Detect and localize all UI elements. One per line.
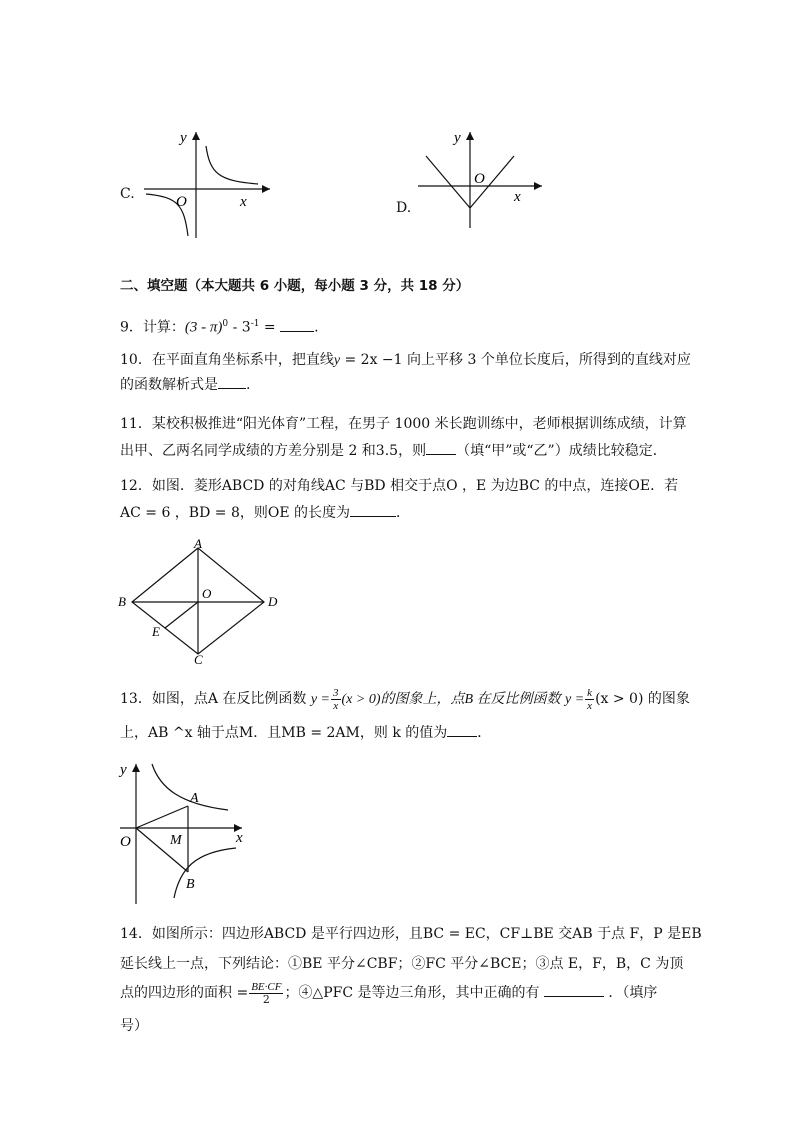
q13-fraction-1 (331, 687, 341, 712)
q13-end: ． (477, 725, 492, 741)
question-13-line1 (120, 686, 690, 713)
q13-label-b: B (186, 877, 195, 892)
q10-line2: 的函数解析式是 (120, 377, 218, 393)
q13-text-c: (x > 0)的图象上，点B 在反比例函数 (341, 692, 561, 707)
q13-label-a: A (190, 791, 199, 806)
q13-text-line2: 上，AB ^x 轴于点M．且MB = 2AM，则 k 的值为 (120, 725, 448, 741)
q9-answer-blank[interactable] (280, 317, 314, 332)
question-14-line4: 号） (120, 1018, 148, 1034)
rhombus-label-e: E (152, 624, 160, 639)
q9-eq: = (259, 319, 281, 336)
q13-f2-den: x (587, 699, 593, 712)
section-title: 二、填空题（本大题共 6 小题，每小题 3 分，共 18 分） (120, 278, 470, 294)
rhombus-label-a: A (194, 536, 202, 551)
q10-end: . (246, 377, 251, 393)
q14-f-num: BE·CF (251, 980, 282, 993)
question-14-line2: 延长线上一点，下列结论：①BE 平分∠CBF；②FC 平分∠BCE；③点 E，F，B，C 为顶 (120, 956, 684, 972)
q13-f1-den: x (333, 699, 339, 712)
q13-fraction-2 (585, 687, 594, 712)
q13-y-label: y (120, 762, 127, 778)
q13-x-label: x (236, 830, 243, 846)
question-12-line1: 12．如图．菱形ABCD 的对角线AC 与BD 相交于点O ，E 为边BC 的中点，连接OE．若 (120, 478, 679, 494)
option-d-graph (416, 128, 556, 232)
question-10-line2 (120, 374, 250, 395)
question-13-line2 (120, 722, 491, 743)
option-c-x-label: x (240, 194, 247, 210)
question-11-line1: 11．某校积极推进“阳光体育”工程，在男子 1000 米长跑训练中，老师根据训练成绩，计算 (120, 416, 687, 432)
q13-f1-num: 3 (333, 686, 339, 699)
q13-label-m: M (170, 833, 182, 848)
q9-base: (3 - π) (184, 319, 223, 336)
option-d-x-label: x (514, 189, 521, 205)
q13-origin: O (120, 834, 131, 850)
q10-answer-blank[interactable] (218, 374, 246, 389)
rhombus-label-b: B (118, 594, 126, 609)
q9-exp1: -1 (250, 319, 260, 329)
question-12-line2 (120, 502, 410, 523)
q12-answer-blank[interactable] (350, 502, 396, 517)
question-14-line1: 14．如图所示：四边形ABCD 是平行四边形，且BC = EC，CF⊥BE 交AB 于点 F，P 是EB (120, 926, 702, 942)
q13-text-e: (x > 0) 的图象 (595, 691, 690, 707)
q11-answer-blank[interactable] (426, 440, 456, 455)
q13-y1: y = (310, 692, 330, 707)
q9-end: . (314, 319, 319, 336)
q9-minus: - 3 (228, 319, 251, 336)
q10-y: y (333, 353, 341, 368)
option-c-label: C. (120, 186, 135, 202)
option-d-label: D. (396, 200, 412, 216)
question-10-line1 (120, 350, 691, 371)
q14-fraction (249, 981, 283, 1006)
q14-text-b: ；④△PFC 是等边三角形，其中正确的有 (284, 985, 540, 1001)
rhombus-label-c: C (194, 652, 203, 666)
q9-exp0: 0 (222, 319, 229, 329)
q14-text-a: 点的四边形的面积 = (120, 985, 249, 1001)
rhombus-figure (116, 536, 286, 666)
question-11-line2 (120, 440, 667, 461)
q10-text-c: = 2x −1 向上平移 3 个单位长度后，所得到的直线对应 (340, 352, 691, 368)
q14-text-c: ．（填序 (608, 985, 658, 1001)
question-14-line3 (120, 980, 657, 1006)
rhombus-label-d: D (268, 594, 278, 609)
option-d-y-label: y (454, 130, 461, 146)
q11-text-a: 出甲、乙两名同学成绩的方差分别是 2 和3.5，则 (120, 443, 427, 459)
q13-answer-blank[interactable] (447, 722, 477, 737)
q9-number: 9．计算： (120, 319, 185, 336)
q12-text-a: AC = 6 ，BD = 8，则OE 的长度为 (120, 505, 351, 521)
q12-end: ． (396, 505, 411, 521)
option-c-origin: O (176, 194, 187, 210)
option-c-graph (138, 128, 288, 240)
q13-text-a: 13．如图，点A 在反比例函数 (120, 691, 307, 707)
q11-text-b: （填“甲”或“乙”）成绩比较稳定． (456, 443, 667, 459)
q10-text-a: 10．在平面直角坐标系中，把直线 (120, 352, 334, 368)
q13-figure (116, 758, 256, 908)
q14-answer-blank[interactable] (544, 982, 604, 997)
rhombus-label-o: O (202, 586, 212, 601)
q13-y2: y = (565, 692, 585, 707)
option-c-y-label: y (180, 130, 187, 146)
question-9 (120, 314, 319, 338)
option-d-origin: O (474, 171, 485, 187)
q13-f2-num: k (587, 686, 593, 699)
q14-f-den: 2 (262, 992, 270, 1006)
